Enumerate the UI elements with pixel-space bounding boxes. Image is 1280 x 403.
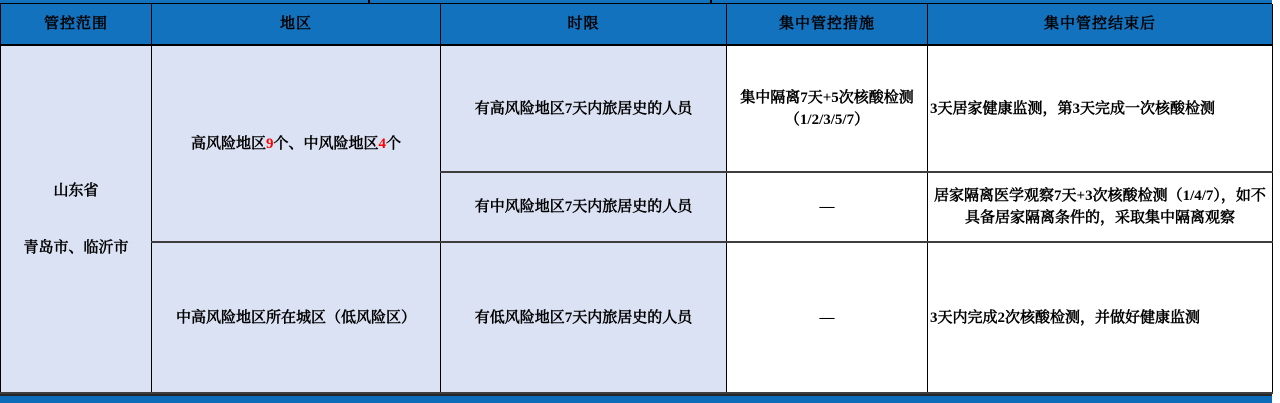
header-region: 地区	[152, 4, 441, 45]
cutoff-row-below	[0, 394, 1272, 403]
time-limit-cell: 有中风险地区7天内旅居史的人员	[441, 172, 727, 242]
measure-schedule: （1/2/3/5/7）	[784, 111, 870, 128]
measure-cell: —	[727, 242, 928, 393]
time-limit-cell: 有低风险地区7天内旅居史的人员	[441, 242, 727, 393]
measure-text: 集中隔离7天+5次核酸检测	[740, 89, 914, 106]
scope-cities: 青岛市、临沂市	[23, 239, 129, 256]
region-text: 个	[386, 135, 402, 152]
after-control-cell: 居家隔离医学观察7天+3次核酸检测（1/4/7），如不具备居家隔离条件的，采取集中隔离观察	[928, 172, 1273, 242]
region-cell-low: 中高风险地区所在城区（低风险区）	[152, 242, 441, 393]
top-row-divider	[710, 0, 712, 3]
region-text: 个、中风险地区	[273, 135, 379, 152]
time-limit-cell: 有高风险地区7天内旅居史的人员	[441, 45, 727, 172]
covid-control-table	[0, 4, 1273, 394]
after-control-cell: 3天居家健康监测，第3天完成一次核酸检测	[928, 45, 1273, 172]
measure-cell: —	[727, 172, 928, 242]
table-row	[1, 242, 1273, 393]
measure-cell	[727, 45, 928, 172]
region-text: 高风险地区	[190, 135, 266, 152]
header-scope: 管控范围	[1, 4, 152, 45]
header-time-limit: 时限	[441, 4, 727, 45]
mid-risk-count: 4	[378, 135, 386, 152]
top-row-divider	[368, 0, 370, 3]
scope-province: 山东省	[53, 182, 99, 199]
scope-cell	[1, 45, 152, 393]
cutoff-row-above	[0, 0, 1272, 4]
header-row	[1, 4, 1273, 45]
header-control-measures: 集中管控措施	[727, 4, 928, 45]
header-after-control: 集中管控结束后	[928, 4, 1273, 45]
table-row	[1, 45, 1273, 172]
high-risk-count: 9	[265, 135, 274, 152]
after-control-cell: 3天内完成2次核酸检测，并做好健康监测	[928, 242, 1273, 393]
region-cell-high-mid	[152, 45, 441, 242]
